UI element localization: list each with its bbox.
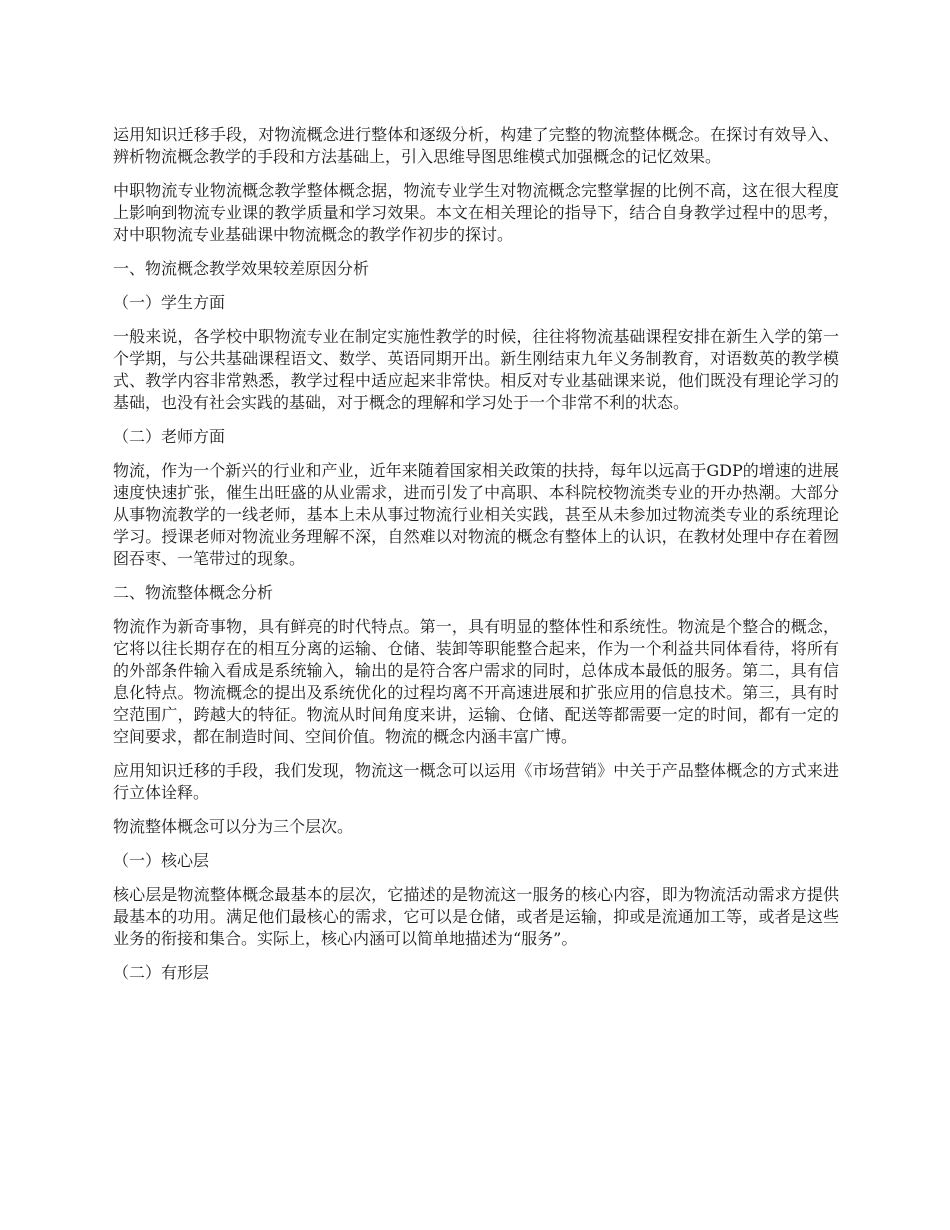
paragraph-logistics-features: 物流作为新奇事物，具有鲜亮的时代特点。第一，具有明显的整体性和系统性。物流是个整合的概念，它将以往长期存在的相互分离的运输、仓储、装卸等职能整合起来，作为一个利益共同体看待，将所有的外部条件输入看成是系统输入，输出的是符合客户需求的同时，总体成本最低的服务。第二，具有信息化特点。物流概念的提出及系统优化的过程均离不开高速进展和扩张应用的信息技术。第三，具有时空范围广，跨越大的特征。物流从时间角度来讲，运输、仓储、配送等都需要一定的时间，都有一定的空间要求，都在制造时间、空间价值。物流的概念内涵丰富广博。	[113, 617, 839, 746]
subsection-heading-students: （一）学生方面	[113, 293, 226, 312]
document-page	[113, 124, 839, 996]
paragraph-students: 一般来说，各学校中职物流专业在制定实施性教学的时候，往往将物流基础课程安排在新生入学的第一个学期，与公共基础课程语文、数学、英语同期开出。新生刚结束九年义务制教育，对语数英的教学模式、教学内容非常熟悉，教学过程中适应起来非常快。相反对专业基础课来说，他们既没有理论学习的基础，也没有社会实践的基础，对于概念的理解和学习处于一个非常不利的状态。	[113, 327, 839, 412]
paragraph-intro-method: 运用知识迁移手段，对物流概念进行整体和逐级分析，构建了完整的物流整体概念。在探讨有效导入、辨析物流概念教学的手段和方法基础上，引入思维导图思维模式加强概念的记忆效果。	[113, 125, 839, 166]
paragraph-knowledge-transfer: 应用知识迁移的手段，我们发现，物流这一概念可以运用《市场营销》中关于产品整体概念的方式来进行立体诠释。	[113, 761, 839, 802]
paragraph-core-layer: 核心层是物流整体概念最基本的层次，它描述的是物流这一服务的核心内容，即为物流活动需求方提供最基本的功用。满足他们最核心的需求，它可以是仓储，或者是运输，抑或是流通加工等，或者是这些业务的衔接和集合。实际上，核心内涵可以简单地描述为“服务”。	[113, 885, 839, 948]
section-heading-1: 一、物流概念教学效果较差原因分析	[113, 259, 370, 278]
subsection-heading-tangible-layer: （二）有形层	[113, 963, 210, 982]
paragraph-teachers: 物流，作为一个新兴的行业和产业，近年来随着国家相关政策的扶持，每年以远高于GDP的增速的进展速度快速扩张，催生出旺盛的从业需求，进而引发了中高职、本科院校物流类专业的开办热潮。大部分从事物流教学的一线老师，基本上未从事过物流行业相关实践，甚至从未参加过物流类专业的系统理论学习。授课老师对物流业务理解不深，自然难以对物流的概念有整体上的认识，在教材处理中存在着囫囵吞枣、一笔带过的现象。	[113, 461, 839, 568]
subsection-heading-teachers: （二）老师方面	[113, 427, 226, 446]
section-heading-2: 二、物流整体概念分析	[113, 583, 274, 602]
paragraph-intro-background: 中职物流专业物流概念教学整体概念据，物流专业学生对物流概念完整掌握的比例不高，这在很大程度上影响到物流专业课的教学质量和学习效果。本文在相关理论的指导下，结合自身教学过程中的思考，对中职物流专业基础课中物流概念的教学作初步的探讨。	[113, 181, 839, 244]
paragraph-three-levels: 物流整体概念可以分为三个层次。	[113, 817, 354, 836]
subsection-heading-core-layer: （一）核心层	[113, 851, 210, 870]
